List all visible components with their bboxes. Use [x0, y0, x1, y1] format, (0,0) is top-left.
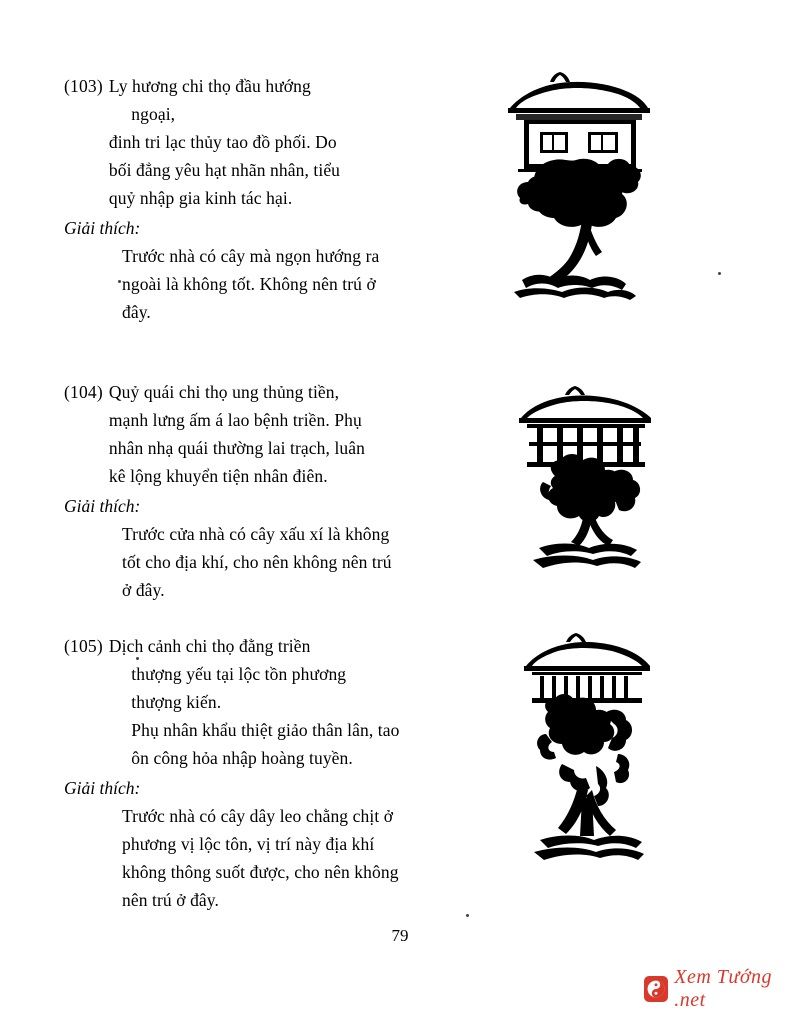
entry-105: [64, 632, 494, 914]
explanation-text: [122, 802, 494, 914]
scan-speckle: [718, 272, 721, 275]
explanation-line: không thông suốt được, cho nên không: [122, 862, 399, 882]
verse-line: bối đẳng yêu hạt nhãn nhân, tiểu: [108, 160, 341, 180]
explanation-text: [122, 242, 494, 326]
scan-speckle: [118, 280, 121, 283]
explanation-line: Trước nhà có cây mà ngọn hướng ra: [122, 246, 380, 266]
entry-number: (105): [64, 636, 103, 656]
explanation-label: Giải thích:: [64, 496, 141, 516]
explanation-text: [122, 520, 494, 604]
house-with-gnarled-tree-illustration: [495, 382, 685, 602]
outward-leaning-tree-illustration: [490, 152, 680, 312]
verse-block: [64, 632, 494, 772]
entry-number: (103): [64, 76, 103, 96]
scan-speckle: [466, 914, 469, 917]
verse-text: [109, 378, 494, 490]
verse-block: [64, 72, 494, 212]
verse-line: quỷ nhập gia kinh tác hại.: [108, 188, 293, 208]
verse-line: mạnh lưng ấm á lao bệnh triền. Phụ: [108, 410, 362, 430]
explanation-label: Giải thích:: [64, 218, 141, 238]
verse-line: đinh tri lạc thủy tao đồ phối. Do: [108, 132, 337, 152]
explanation-line: phương vị lộc tôn, vị trí này địa khí: [122, 834, 375, 854]
verse-line: Quỷ quái chi thọ ung thủng tiền,: [108, 382, 340, 402]
explanation-line: đây.: [122, 302, 151, 322]
verse-text: [109, 632, 494, 772]
explanation-label: Giải thích:: [64, 778, 141, 798]
explanation-line: tốt cho địa khí, cho nên không nên trú: [122, 552, 392, 572]
watermark: [644, 966, 800, 1012]
house-with-climbing-vine-tree-illustration: [500, 630, 690, 900]
yin-yang-logo: [644, 976, 668, 1002]
explanation-line: Trước cửa nhà có cây xấu xí là không: [122, 524, 390, 544]
entry-number: (104): [64, 382, 103, 402]
explanation-line: ngoài là không tốt. Không nên trú ở: [122, 274, 376, 294]
watermark-text: Xem Tướng .net: [674, 966, 773, 1011]
verse-line: kê lộng khuyển tiện nhân điên.: [108, 466, 328, 486]
verse-line: thượng kiến.: [108, 692, 222, 712]
verse-line: Ly hương chi thọ đầu hướng: [108, 76, 311, 96]
scan-speckle: [136, 657, 139, 660]
page-number: 79: [391, 926, 409, 945]
verse-line: thượng yếu tại lộc tồn phương: [108, 664, 347, 684]
verse-line: nhân nhạ quái thường lai trạch, luân: [108, 438, 365, 458]
explanation-line: ở đây.: [122, 580, 165, 600]
verse-line: Phụ nhân khẩu thiệt giảo thân lân, tao: [108, 720, 400, 740]
explanation-line: Trước nhà có cây dây leo chằng chịt ở: [122, 806, 394, 826]
verse-line: ngoại,: [108, 104, 176, 124]
verse-text: [109, 72, 494, 212]
entry-104: [64, 378, 494, 604]
verse-block: [64, 378, 494, 490]
verse-line: ôn công hỏa nhập hoàng tuyền.: [108, 748, 353, 768]
verse-line: Dịch cảnh chi thọ đằng triền: [108, 636, 311, 656]
explanation-line: nên trú ở đây.: [122, 890, 219, 910]
entry-103: [64, 72, 494, 326]
